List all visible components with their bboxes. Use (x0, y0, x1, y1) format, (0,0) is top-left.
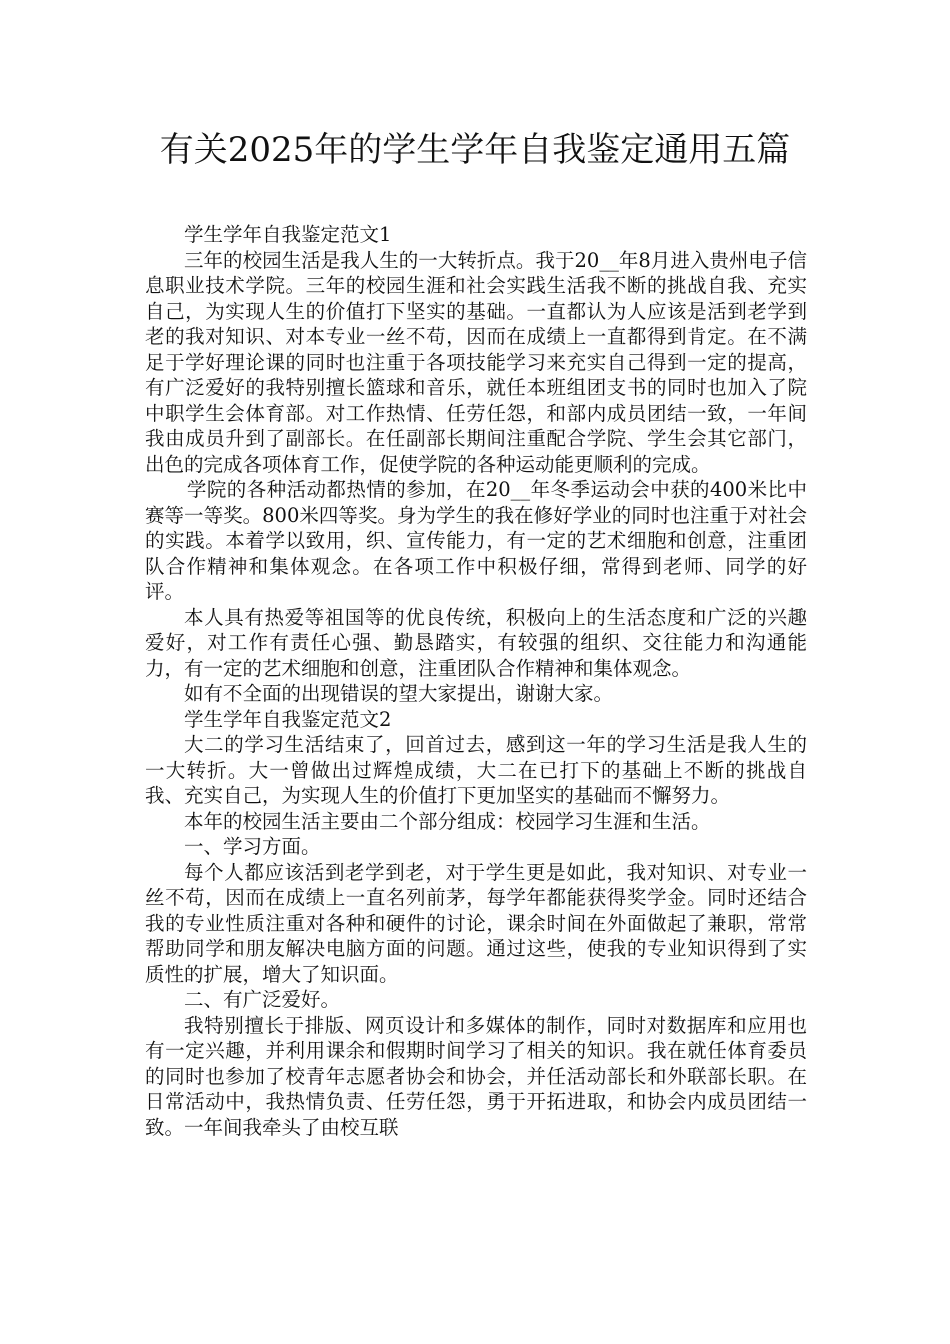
paragraph: 如有不全面的出现错误的望大家提出，谢谢大家。 (184, 682, 614, 705)
section-heading-2: 学生学年自我鉴定范文2 (184, 707, 392, 731)
document-title: 有关2025年的学生学年自我鉴定通用五篇 (159, 130, 791, 170)
paragraph: 我特别擅长于排版、网页设计和多媒体的制作，同时对数据库和应用也有一定兴趣，并利用课余和假期时间学习了相关的知识。我在就任体育委员的同时也参加了校青年志愿者协会和协会，并任活动部长和外联部长职。在日常活动中，我热情负责、任劳任怨，勇于开拓进取，和协会内成员团结一致。一年间我牵头了由校互联 (145, 1013, 807, 1139)
paragraph: 三年的校园生活是我人生的一大转折点。我于20__年8月进入贵州电子信息职业技术学院。三年的校园生涯和社会实践生活我不断的挑战自我、充实自己，为实现人生的价值打下坚实的基础。一直都认为人应该是活到老学到老的我对知识、对本专业一丝不苟，因而在成绩上一直都得到肯定。在不满足于学好理论课的同时也注重于各项技能学习来充实自己得到一定的提高，有广泛爱好的我特别擅长篮球和音乐，就任本班组团支书的同时也加入了院中职学生会体育部。对工作热情、任劳任怨，和部内成员团结一致，一年间我由成员升到了副部长。在任副部长期间注重配合学院、学生会其它部门，出色的完成各项体育工作，促使学院的各种运动能更顺利的完成。 (145, 248, 807, 476)
subheading: 二、有广泛爱好。 (184, 988, 341, 1011)
document-body (145, 222, 807, 1140)
paragraph: 每个人都应该活到老学到老，对于学生更是如此，我对知识、对专业一丝不苟，因而在成绩上一直名列前茅，每学年都能获得奖学金。同时还结合我的专业性质注重对各种和硬件的讨论，课余时间在外面做起了兼职，常常帮助同学和朋友解决电脑方面的问题。通过这些，使我的专业知识得到了实质性的扩展，增大了知识面。 (145, 860, 807, 986)
paragraph: 大二的学习生活结束了，回首过去，感到这一年的学习生活是我人生的一大转折。大一曾做出过辉煌成绩，大二在已打下的基础上不断的挑战自我、充实自己，为实现人生的价值打下更加坚实的基础而不懈努力。 (145, 733, 807, 807)
paragraph: 本人具有热爱等祖国等的优良传统，积极向上的生活态度和广泛的兴趣爱好，对工作有责任心强、勤恳踏实，有较强的组织、交往能力和沟通能力，有一定的艺术细胞和创意，注重团队合作精神和集体观念。 (145, 605, 807, 680)
subheading: 一、学习方面。 (184, 835, 321, 858)
section-heading-1: 学生学年自我鉴定范文1 (184, 223, 392, 246)
paragraph: 学院的各种活动都热情的参加，在20__年冬季运动会中获的400米比中赛等一等奖。800米四等奖。身为学生的我在修好学业的同时也注重于对社会的实践。本着学以致用，织、宣传能力，有一定的艺术细胞和创意，注重团队合作精神和集体观念。在各项工作中积极仔细，常得到老师、同学的好评。 (145, 478, 807, 603)
paragraph: 本年的校园生活主要由二个部分组成：校园学习生涯和生活。 (184, 809, 711, 833)
